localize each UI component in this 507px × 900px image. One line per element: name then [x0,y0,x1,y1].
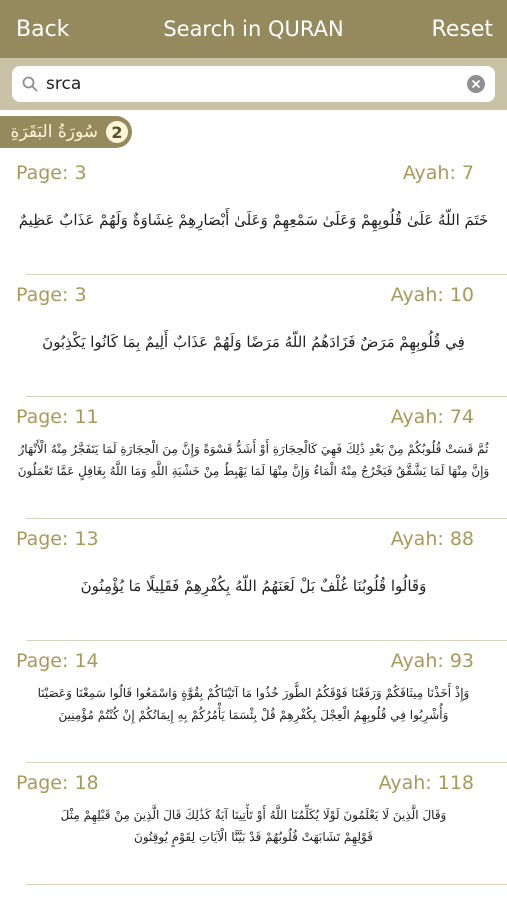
ayah-number: Ayah: 118 [378,772,474,794]
page-title: Search in QURAN [163,17,344,41]
ayah-number: Ayah: 10 [390,284,474,306]
result-meta [16,650,474,672]
ayah-number: Ayah: 7 [402,162,474,184]
row-divider [26,884,507,885]
surah-number: 2 [106,121,128,143]
verse-line: فِي قُلُوبِهِمْ مَرَضٌ فَزَادَهُمُ اللَّهُ مَرَضًا وَلَهُمْ عَذَابٌ أَلِيمٌ بِمَا كَانُوا يَكْذِبُونَ [42,333,465,351]
verse-text [8,574,499,598]
results-list [0,152,507,884]
ayah-number: Ayah: 88 [390,528,474,550]
verse-line: وَإِذْ أَخَذْنَا مِيثَاقَكُمْ وَرَفَعْنَا فَوْقَكُمُ الطُّورَ خُذُوا مَا آتَيْنَاكُمْ بِقُوَّةٍ وَاسْمَعُوا قَالُوا سَمِعْنَا وَعَصَيْنَا [37,686,470,700]
result-row[interactable] [0,518,507,640]
page-number: Page: 14 [16,650,99,672]
surah-name: سُورَةُ البَقَرَةِ [10,122,98,142]
verse-line: وَأُشْرِبُوا فِي قُلُوبِهِمُ الْعِجْلَ بِكُفْرِهِمْ قُلْ بِئْسَمَا يَأْمُرُكُمْ بِهِ إِيمَانُكُمْ إِنْ كُنْتُمْ مُؤْمِنِينَ [58,708,449,722]
result-row[interactable] [0,152,507,274]
result-meta [16,406,474,428]
verse-line: وَقَالُوا قُلُوبُنَا غُلْفٌ بَلْ لَعَنَهُمُ اللَّهُ بِكُفْرِهِمْ فَقَلِيلًا مَا يُؤْمِنُونَ [80,577,427,595]
clear-search-icon[interactable] [467,75,485,93]
verse-line: ثُمَّ قَسَتْ قُلُوبُكُمْ مِنْ بَعْدِ ذَٰلِكَ فَهِيَ كَالْحِجَارَةِ أَوْ أَشَدُّ قَسْوَةً وَإِنَّ مِنَ الْحِجَارَةِ لَمَا يَتَفَجَّرُ مِنْهُ الْأَنْهَارُ [18,442,489,456]
nav-bar [0,0,507,58]
verse-text [8,804,499,848]
search-icon [22,76,38,92]
search-bar [0,58,507,110]
result-row[interactable] [0,640,507,762]
verse-text [8,208,499,232]
back-button[interactable]: Back [16,16,70,42]
result-meta [16,772,474,794]
page-number: Page: 3 [16,284,87,306]
surah-section-header [0,112,507,152]
ayah-number: Ayah: 74 [390,406,474,428]
surah-badge [0,116,132,148]
result-row[interactable] [0,274,507,396]
verse-line: وَقَالَ الَّذِينَ لَا يَعْلَمُونَ لَوْلَا يُكَلِّمُنَا اللَّهُ أَوْ تَأْتِينَا آيَةٌ كَذَٰلِكَ قَالَ الَّذِينَ مِنْ قَبْلِهِمْ مِثْلَ [60,808,447,822]
page-number: Page: 18 [16,772,99,794]
verse-line: خَتَمَ اللَّهُ عَلَىٰ قُلُوبِهِمْ وَعَلَىٰ سَمْعِهِمْ وَعَلَىٰ أَبْصَارِهِمْ غِشَاوَةٌ وَلَهُمْ عَذَابٌ عَظِيمٌ [18,211,489,229]
result-meta [16,528,474,550]
reset-button[interactable]: Reset [431,16,493,42]
result-meta [16,284,474,306]
result-row[interactable] [0,396,507,518]
verse-line: قَوْلِهِمْ تَشَابَهَتْ قُلُوبُهُمْ قَدْ بَيَّنَّا الْآيَاتِ لِقَوْمٍ يُوقِنُونَ [134,830,373,844]
verse-line: وَإِنَّ مِنْهَا لَمَا يَشَّقَّقُ فَيَخْرُجُ مِنْهُ الْمَاءُ وَإِنَّ مِنْهَا لَمَا يَهْبِطُ مِنْ خَشْيَةِ اللَّهِ وَمَا اللَّهُ بِغَافِلٍ عَمَّا تَعْمَلُونَ [17,464,490,478]
verse-text [8,682,499,726]
search-input[interactable] [46,69,467,99]
result-meta [16,162,474,184]
page-number: Page: 11 [16,406,99,428]
page-number: Page: 13 [16,528,99,550]
result-row[interactable] [0,762,507,884]
page-number: Page: 3 [16,162,87,184]
verse-text [8,438,499,482]
search-field[interactable] [12,66,495,102]
verse-text [8,330,499,354]
ayah-number: Ayah: 93 [390,650,474,672]
